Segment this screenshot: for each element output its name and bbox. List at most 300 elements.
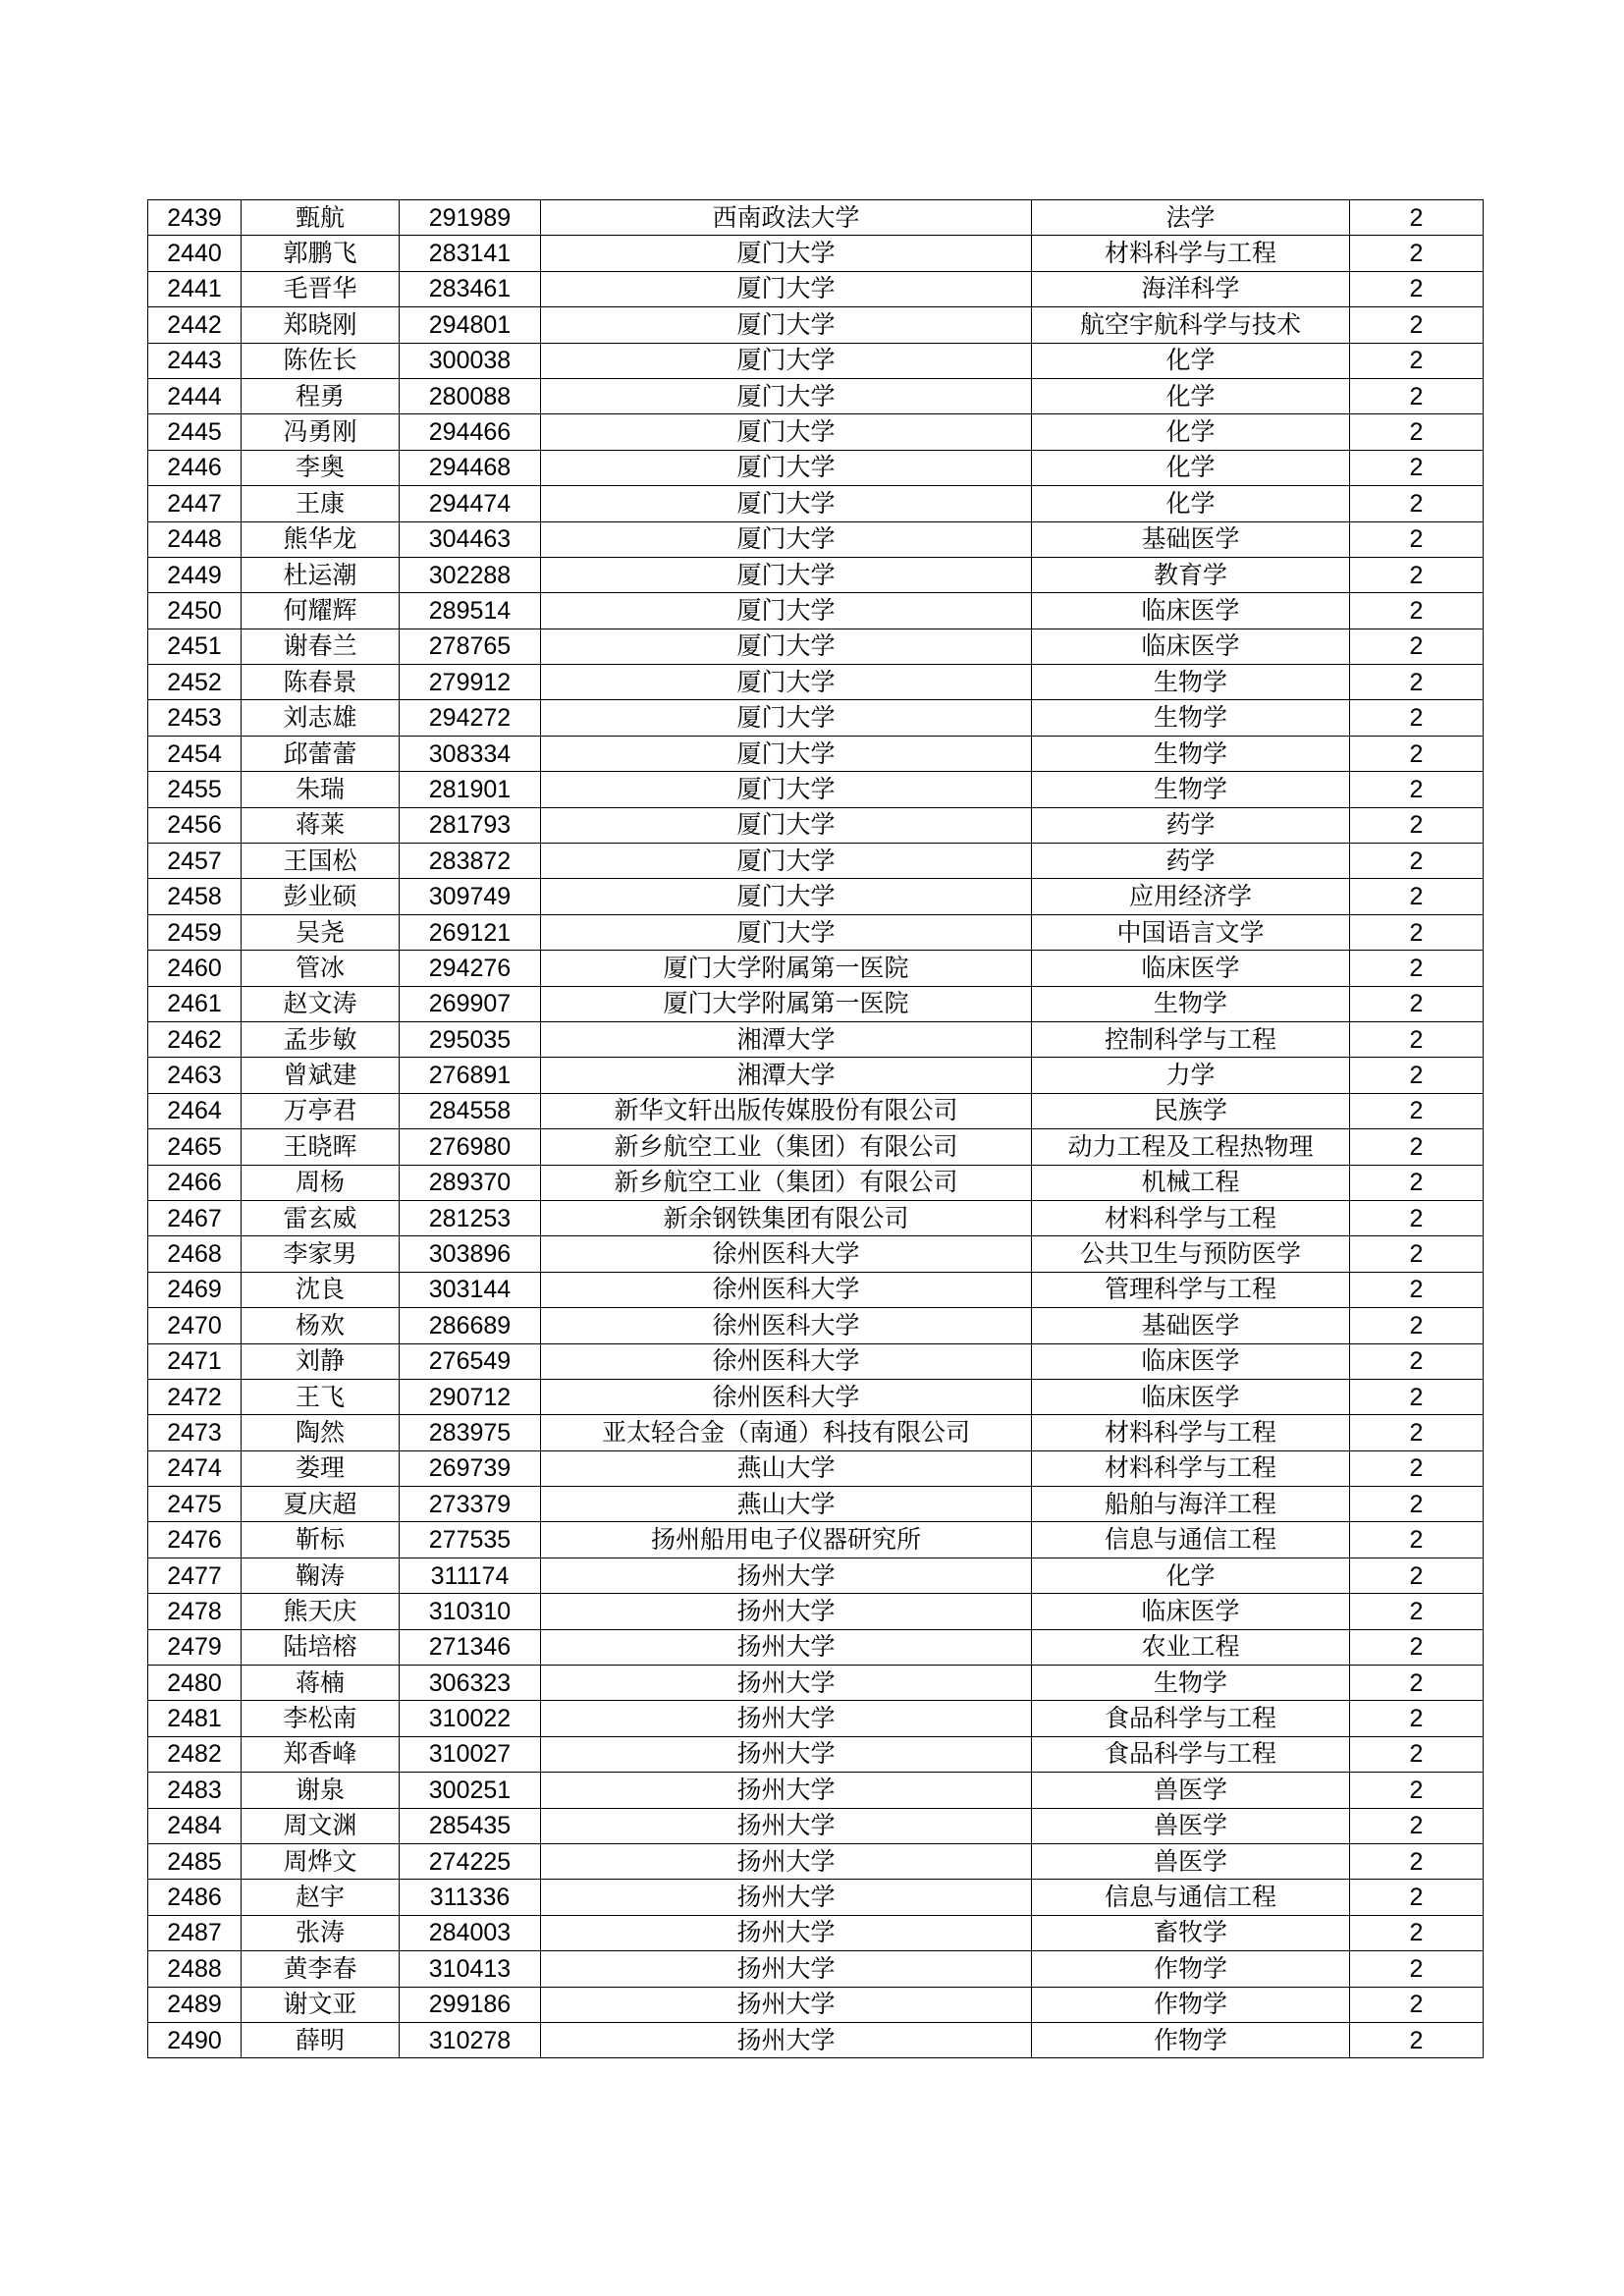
- organization-cell: 新乡航空工业（集团）有限公司: [541, 1129, 1032, 1165]
- row-number-cell: 2466: [148, 1165, 242, 1200]
- record-id-cell: 274225: [400, 1843, 541, 1879]
- table-row: [148, 1880, 1484, 1915]
- organization-cell: 扬州大学: [541, 1808, 1032, 1843]
- person-name-cell: 陈佐长: [242, 343, 400, 378]
- table-row: [148, 1272, 1484, 1307]
- count-cell: 2: [1350, 772, 1484, 807]
- discipline-cell: 信息与通信工程: [1032, 1880, 1350, 1915]
- count-cell: 2: [1350, 414, 1484, 450]
- person-name-cell: 周烨文: [242, 1843, 400, 1879]
- count-cell: 2: [1350, 1450, 1484, 1486]
- discipline-cell: 生物学: [1032, 700, 1350, 736]
- row-number-cell: 2464: [148, 1093, 242, 1128]
- row-number-cell: 2482: [148, 1736, 242, 1772]
- count-cell: 2: [1350, 665, 1484, 700]
- table-row: [148, 1450, 1484, 1486]
- row-number-cell: 2475: [148, 1487, 242, 1522]
- organization-cell: 厦门大学附属第一医院: [541, 951, 1032, 986]
- organization-cell: 厦门大学: [541, 914, 1032, 950]
- person-name-cell: 刘静: [242, 1343, 400, 1379]
- discipline-cell: 临床医学: [1032, 593, 1350, 629]
- table-row: [148, 1522, 1484, 1558]
- person-name-cell: 鞠涛: [242, 1558, 400, 1593]
- discipline-cell: 控制科学与工程: [1032, 1021, 1350, 1057]
- table-row: [148, 1808, 1484, 1843]
- table-row: [148, 1558, 1484, 1593]
- count-cell: 2: [1350, 1808, 1484, 1843]
- row-number-cell: 2483: [148, 1773, 242, 1808]
- table-row: [148, 1200, 1484, 1235]
- count-cell: 2: [1350, 1522, 1484, 1558]
- row-number-cell: 2476: [148, 1522, 242, 1558]
- discipline-cell: 临床医学: [1032, 1379, 1350, 1414]
- table-row: [148, 1773, 1484, 1808]
- table-row: [148, 1915, 1484, 1950]
- person-name-cell: 管冰: [242, 951, 400, 986]
- person-name-cell: 王晓晖: [242, 1129, 400, 1165]
- record-id-cell: 281793: [400, 807, 541, 843]
- discipline-cell: 生物学: [1032, 736, 1350, 771]
- record-id-cell: 294474: [400, 486, 541, 521]
- discipline-cell: 生物学: [1032, 665, 1350, 700]
- record-id-cell: 278765: [400, 629, 541, 664]
- person-name-cell: 程勇: [242, 378, 400, 413]
- record-id-cell: 269121: [400, 914, 541, 950]
- record-id-cell: 273379: [400, 1487, 541, 1522]
- organization-cell: 燕山大学: [541, 1487, 1032, 1522]
- discipline-cell: 应用经济学: [1032, 879, 1350, 914]
- discipline-cell: 材料科学与工程: [1032, 1415, 1350, 1450]
- record-id-cell: 283141: [400, 236, 541, 271]
- organization-cell: 新华文轩出版传媒股份有限公司: [541, 1093, 1032, 1128]
- count-cell: 2: [1350, 593, 1484, 629]
- record-id-cell: 308334: [400, 736, 541, 771]
- count-cell: 2: [1350, 986, 1484, 1021]
- organization-cell: 新乡航空工业（集团）有限公司: [541, 1165, 1032, 1200]
- row-number-cell: 2457: [148, 844, 242, 879]
- row-number-cell: 2472: [148, 1379, 242, 1414]
- record-id-cell: 291989: [400, 200, 541, 236]
- organization-cell: 徐州医科大学: [541, 1379, 1032, 1414]
- count-cell: 2: [1350, 1487, 1484, 1522]
- record-id-cell: 283872: [400, 844, 541, 879]
- table-row: [148, 1129, 1484, 1165]
- record-id-cell: 311174: [400, 1558, 541, 1593]
- discipline-cell: 机械工程: [1032, 1165, 1350, 1200]
- row-number-cell: 2471: [148, 1343, 242, 1379]
- record-id-cell: 309749: [400, 879, 541, 914]
- row-number-cell: 2489: [148, 1987, 242, 2022]
- row-number-cell: 2469: [148, 1272, 242, 1307]
- row-number-cell: 2480: [148, 1666, 242, 1701]
- record-id-cell: 310278: [400, 2022, 541, 2057]
- table-row: [148, 772, 1484, 807]
- person-name-cell: 毛晋华: [242, 271, 400, 306]
- record-id-cell: 300251: [400, 1773, 541, 1808]
- table-row: [148, 1594, 1484, 1629]
- row-number-cell: 2453: [148, 700, 242, 736]
- count-cell: 2: [1350, 1379, 1484, 1414]
- table-row: [148, 521, 1484, 557]
- record-id-cell: 285435: [400, 1808, 541, 1843]
- record-id-cell: 276891: [400, 1058, 541, 1093]
- count-cell: 2: [1350, 1093, 1484, 1128]
- table-row: [148, 1736, 1484, 1772]
- person-name-cell: 王国松: [242, 844, 400, 879]
- table-row: [148, 700, 1484, 736]
- row-number-cell: 2444: [148, 378, 242, 413]
- discipline-cell: 畜牧学: [1032, 1915, 1350, 1950]
- row-number-cell: 2486: [148, 1880, 242, 1915]
- table-row: [148, 1308, 1484, 1343]
- discipline-cell: 兽医学: [1032, 1843, 1350, 1879]
- discipline-cell: 临床医学: [1032, 629, 1350, 664]
- person-name-cell: 谢文亚: [242, 1987, 400, 2022]
- organization-cell: 厦门大学: [541, 271, 1032, 306]
- discipline-cell: 化学: [1032, 414, 1350, 450]
- table-row: [148, 1058, 1484, 1093]
- table-row: [148, 271, 1484, 306]
- row-number-cell: 2478: [148, 1594, 242, 1629]
- organization-cell: 扬州大学: [541, 1701, 1032, 1736]
- discipline-cell: 管理科学与工程: [1032, 1272, 1350, 1307]
- record-id-cell: 283975: [400, 1415, 541, 1450]
- person-name-cell: 黄李春: [242, 1951, 400, 1987]
- table-row: [148, 1951, 1484, 1987]
- organization-cell: 厦门大学: [541, 414, 1032, 450]
- award-list-table: [147, 199, 1484, 2058]
- row-number-cell: 2442: [148, 307, 242, 343]
- person-name-cell: 邱蕾蕾: [242, 736, 400, 771]
- discipline-cell: 法学: [1032, 200, 1350, 236]
- table-row: [148, 914, 1484, 950]
- organization-cell: 厦门大学: [541, 807, 1032, 843]
- row-number-cell: 2463: [148, 1058, 242, 1093]
- person-name-cell: 冯勇刚: [242, 414, 400, 450]
- count-cell: 2: [1350, 1915, 1484, 1950]
- organization-cell: 扬州大学: [541, 1594, 1032, 1629]
- discipline-cell: 化学: [1032, 450, 1350, 485]
- discipline-cell: 民族学: [1032, 1093, 1350, 1128]
- count-cell: 2: [1350, 1880, 1484, 1915]
- discipline-cell: 作物学: [1032, 2022, 1350, 2057]
- organization-cell: 徐州医科大学: [541, 1308, 1032, 1343]
- organization-cell: 亚太轻合金（南通）科技有限公司: [541, 1415, 1032, 1450]
- organization-cell: 厦门大学: [541, 844, 1032, 879]
- count-cell: 2: [1350, 1415, 1484, 1450]
- row-number-cell: 2477: [148, 1558, 242, 1593]
- record-id-cell: 277535: [400, 1522, 541, 1558]
- record-id-cell: 306323: [400, 1666, 541, 1701]
- organization-cell: 扬州大学: [541, 1736, 1032, 1772]
- discipline-cell: 农业工程: [1032, 1629, 1350, 1665]
- record-id-cell: 294468: [400, 450, 541, 485]
- record-id-cell: 310022: [400, 1701, 541, 1736]
- person-name-cell: 曾斌建: [242, 1058, 400, 1093]
- organization-cell: 扬州船用电子仪器研究所: [541, 1522, 1032, 1558]
- row-number-cell: 2458: [148, 879, 242, 914]
- record-id-cell: 304463: [400, 521, 541, 557]
- table-row: [148, 879, 1484, 914]
- person-name-cell: 朱瑞: [242, 772, 400, 807]
- count-cell: 2: [1350, 1666, 1484, 1701]
- row-number-cell: 2474: [148, 1450, 242, 1486]
- table-row: [148, 1987, 1484, 2022]
- row-number-cell: 2470: [148, 1308, 242, 1343]
- table-row: [148, 486, 1484, 521]
- organization-cell: 厦门大学: [541, 343, 1032, 378]
- table-row: [148, 236, 1484, 271]
- discipline-cell: 食品科学与工程: [1032, 1736, 1350, 1772]
- organization-cell: 燕山大学: [541, 1450, 1032, 1486]
- organization-cell: 扬州大学: [541, 2022, 1032, 2057]
- organization-cell: 扬州大学: [541, 1558, 1032, 1593]
- record-id-cell: 300038: [400, 343, 541, 378]
- discipline-cell: 教育学: [1032, 557, 1350, 592]
- table-row: [148, 844, 1484, 879]
- count-cell: 2: [1350, 1736, 1484, 1772]
- record-id-cell: 286689: [400, 1308, 541, 1343]
- table-row: [148, 1629, 1484, 1665]
- row-number-cell: 2439: [148, 200, 242, 236]
- count-cell: 2: [1350, 378, 1484, 413]
- person-name-cell: 陆培榕: [242, 1629, 400, 1665]
- discipline-cell: 兽医学: [1032, 1808, 1350, 1843]
- count-cell: 2: [1350, 1558, 1484, 1593]
- discipline-cell: 材料科学与工程: [1032, 1200, 1350, 1235]
- table-row: [148, 1379, 1484, 1414]
- table-row: [148, 1701, 1484, 1736]
- person-name-cell: 陈春景: [242, 665, 400, 700]
- organization-cell: 厦门大学: [541, 486, 1032, 521]
- row-number-cell: 2484: [148, 1808, 242, 1843]
- person-name-cell: 李家男: [242, 1236, 400, 1272]
- organization-cell: 厦门大学: [541, 593, 1032, 629]
- count-cell: 2: [1350, 307, 1484, 343]
- table-row: [148, 629, 1484, 664]
- count-cell: 2: [1350, 1236, 1484, 1272]
- discipline-cell: 生物学: [1032, 1666, 1350, 1701]
- row-number-cell: 2473: [148, 1415, 242, 1450]
- count-cell: 2: [1350, 1951, 1484, 1987]
- count-cell: 2: [1350, 1594, 1484, 1629]
- person-name-cell: 赵宇: [242, 1880, 400, 1915]
- count-cell: 2: [1350, 879, 1484, 914]
- table-row: [148, 736, 1484, 771]
- discipline-cell: 化学: [1032, 343, 1350, 378]
- record-id-cell: 303144: [400, 1272, 541, 1307]
- row-number-cell: 2487: [148, 1915, 242, 1950]
- record-id-cell: 280088: [400, 378, 541, 413]
- discipline-cell: 海洋科学: [1032, 271, 1350, 306]
- record-id-cell: 269739: [400, 1450, 541, 1486]
- count-cell: 2: [1350, 1129, 1484, 1165]
- table-row: [148, 1487, 1484, 1522]
- record-id-cell: 294276: [400, 951, 541, 986]
- person-name-cell: 郭鹏飞: [242, 236, 400, 271]
- person-name-cell: 杜运潮: [242, 557, 400, 592]
- count-cell: 2: [1350, 1629, 1484, 1665]
- person-name-cell: 熊天庆: [242, 1594, 400, 1629]
- discipline-cell: 公共卫生与预防医学: [1032, 1236, 1350, 1272]
- person-name-cell: 刘志雄: [242, 700, 400, 736]
- row-number-cell: 2467: [148, 1200, 242, 1235]
- person-name-cell: 李松南: [242, 1701, 400, 1736]
- record-id-cell: 294272: [400, 700, 541, 736]
- organization-cell: 厦门大学: [541, 772, 1032, 807]
- record-id-cell: 276549: [400, 1343, 541, 1379]
- discipline-cell: 材料科学与工程: [1032, 1450, 1350, 1486]
- record-id-cell: 310413: [400, 1951, 541, 1987]
- table-row: [148, 378, 1484, 413]
- count-cell: 2: [1350, 700, 1484, 736]
- record-id-cell: 284558: [400, 1093, 541, 1128]
- table-row: [148, 1415, 1484, 1450]
- table-row: [148, 307, 1484, 343]
- table-row: [148, 951, 1484, 986]
- organization-cell: 厦门大学: [541, 236, 1032, 271]
- organization-cell: 扬州大学: [541, 1629, 1032, 1665]
- table-row: [148, 1843, 1484, 1879]
- count-cell: 2: [1350, 1701, 1484, 1736]
- count-cell: 2: [1350, 1165, 1484, 1200]
- discipline-cell: 中国语言文学: [1032, 914, 1350, 950]
- organization-cell: 西南政法大学: [541, 200, 1032, 236]
- table-row: [148, 200, 1484, 236]
- person-name-cell: 周文渊: [242, 1808, 400, 1843]
- row-number-cell: 2445: [148, 414, 242, 450]
- count-cell: 2: [1350, 1200, 1484, 1235]
- record-id-cell: 294801: [400, 307, 541, 343]
- row-number-cell: 2440: [148, 236, 242, 271]
- discipline-cell: 化学: [1032, 1558, 1350, 1593]
- organization-cell: 扬州大学: [541, 1880, 1032, 1915]
- person-name-cell: 吴尧: [242, 914, 400, 950]
- record-id-cell: 271346: [400, 1629, 541, 1665]
- row-number-cell: 2449: [148, 557, 242, 592]
- organization-cell: 厦门大学附属第一医院: [541, 986, 1032, 1021]
- discipline-cell: 生物学: [1032, 772, 1350, 807]
- row-number-cell: 2451: [148, 629, 242, 664]
- row-number-cell: 2468: [148, 1236, 242, 1272]
- table-row: [148, 1236, 1484, 1272]
- row-number-cell: 2441: [148, 271, 242, 306]
- record-id-cell: 289370: [400, 1165, 541, 1200]
- discipline-cell: 基础医学: [1032, 1308, 1350, 1343]
- person-name-cell: 彭业硕: [242, 879, 400, 914]
- discipline-cell: 兽医学: [1032, 1773, 1350, 1808]
- discipline-cell: 力学: [1032, 1058, 1350, 1093]
- person-name-cell: 孟步敏: [242, 1021, 400, 1057]
- row-number-cell: 2461: [148, 986, 242, 1021]
- discipline-cell: 临床医学: [1032, 1343, 1350, 1379]
- person-name-cell: 薛明: [242, 2022, 400, 2057]
- table-row: [148, 2022, 1484, 2057]
- row-number-cell: 2481: [148, 1701, 242, 1736]
- discipline-cell: 基础医学: [1032, 521, 1350, 557]
- table-body: [148, 200, 1484, 2058]
- person-name-cell: 郑香峰: [242, 1736, 400, 1772]
- table-row: [148, 343, 1484, 378]
- row-number-cell: 2465: [148, 1129, 242, 1165]
- row-number-cell: 2454: [148, 736, 242, 771]
- person-name-cell: 甄航: [242, 200, 400, 236]
- count-cell: 2: [1350, 271, 1484, 306]
- organization-cell: 徐州医科大学: [541, 1343, 1032, 1379]
- organization-cell: 厦门大学: [541, 629, 1032, 664]
- organization-cell: 厦门大学: [541, 736, 1032, 771]
- person-name-cell: 李奥: [242, 450, 400, 485]
- organization-cell: 扬州大学: [541, 1773, 1032, 1808]
- count-cell: 2: [1350, 914, 1484, 950]
- person-name-cell: 王康: [242, 486, 400, 521]
- discipline-cell: 临床医学: [1032, 951, 1350, 986]
- row-number-cell: 2488: [148, 1951, 242, 1987]
- record-id-cell: 302288: [400, 557, 541, 592]
- row-number-cell: 2460: [148, 951, 242, 986]
- count-cell: 2: [1350, 1308, 1484, 1343]
- discipline-cell: 药学: [1032, 807, 1350, 843]
- count-cell: 2: [1350, 200, 1484, 236]
- person-name-cell: 娄理: [242, 1450, 400, 1486]
- record-id-cell: 294466: [400, 414, 541, 450]
- person-name-cell: 赵文涛: [242, 986, 400, 1021]
- table-row: [148, 557, 1484, 592]
- discipline-cell: 材料科学与工程: [1032, 236, 1350, 271]
- count-cell: 2: [1350, 736, 1484, 771]
- record-id-cell: 310310: [400, 1594, 541, 1629]
- row-number-cell: 2479: [148, 1629, 242, 1665]
- row-number-cell: 2455: [148, 772, 242, 807]
- organization-cell: 湘潭大学: [541, 1058, 1032, 1093]
- discipline-cell: 生物学: [1032, 986, 1350, 1021]
- count-cell: 2: [1350, 1058, 1484, 1093]
- row-number-cell: 2462: [148, 1021, 242, 1057]
- organization-cell: 扬州大学: [541, 1666, 1032, 1701]
- row-number-cell: 2459: [148, 914, 242, 950]
- record-id-cell: 289514: [400, 593, 541, 629]
- person-name-cell: 谢泉: [242, 1773, 400, 1808]
- count-cell: 2: [1350, 844, 1484, 879]
- organization-cell: 厦门大学: [541, 879, 1032, 914]
- table-row: [148, 665, 1484, 700]
- record-id-cell: 281253: [400, 1200, 541, 1235]
- person-name-cell: 蒋楠: [242, 1666, 400, 1701]
- organization-cell: 扬州大学: [541, 1951, 1032, 1987]
- row-number-cell: 2490: [148, 2022, 242, 2057]
- count-cell: 2: [1350, 343, 1484, 378]
- count-cell: 2: [1350, 2022, 1484, 2057]
- row-number-cell: 2485: [148, 1843, 242, 1879]
- person-name-cell: 王飞: [242, 1379, 400, 1414]
- organization-cell: 厦门大学: [541, 557, 1032, 592]
- discipline-cell: 船舶与海洋工程: [1032, 1487, 1350, 1522]
- person-name-cell: 郑晓刚: [242, 307, 400, 343]
- count-cell: 2: [1350, 629, 1484, 664]
- count-cell: 2: [1350, 1843, 1484, 1879]
- table-row: [148, 1666, 1484, 1701]
- discipline-cell: 信息与通信工程: [1032, 1522, 1350, 1558]
- row-number-cell: 2446: [148, 450, 242, 485]
- person-name-cell: 陶然: [242, 1415, 400, 1450]
- person-name-cell: 雷玄威: [242, 1200, 400, 1235]
- discipline-cell: 作物学: [1032, 1951, 1350, 1987]
- record-id-cell: 311336: [400, 1880, 541, 1915]
- record-id-cell: 290712: [400, 1379, 541, 1414]
- row-number-cell: 2447: [148, 486, 242, 521]
- discipline-cell: 食品科学与工程: [1032, 1701, 1350, 1736]
- record-id-cell: 284003: [400, 1915, 541, 1950]
